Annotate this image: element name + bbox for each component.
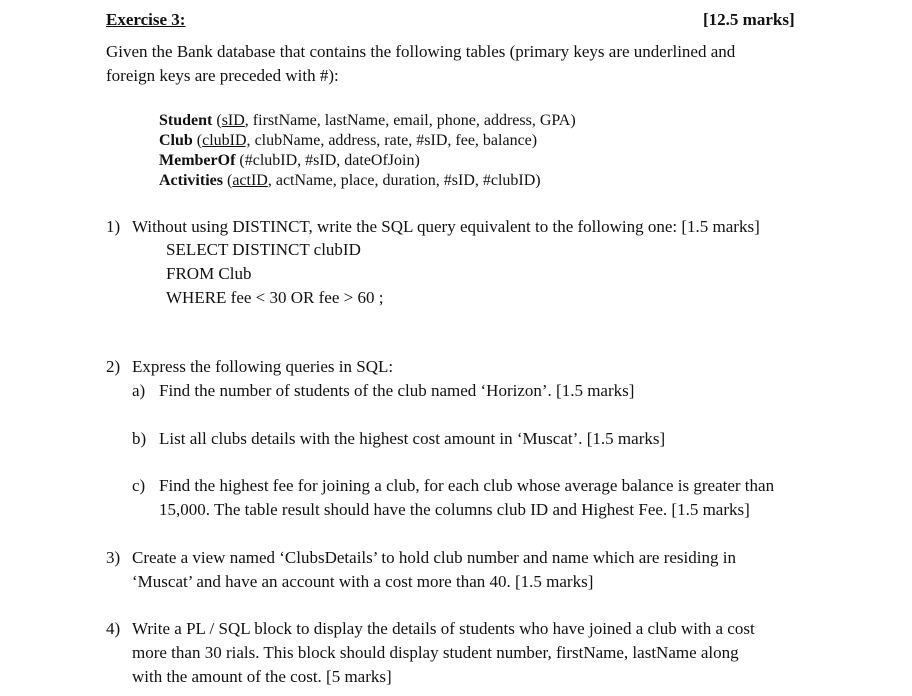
- q4-line-3: with the amount of the cost. [5 marks]: [132, 667, 392, 686]
- q2c-line-1: Find the highest fee for joining a club, for each club whose average balance is greater than: [159, 476, 775, 495]
- q1-sql-line: FROM Club: [166, 264, 252, 283]
- q4-line-1: Write a PL / SQL block to display the details of students who have joined a club with a cost: [132, 619, 755, 638]
- q2c-line-2: 15,000. The table result should have the columns club ID and Highest Fee. [1.5 marks]: [159, 500, 750, 519]
- schema-student: Student (sID, firstName, lastName, email, phone, address, GPA): [159, 112, 576, 129]
- q3-line-2: ‘Muscat’ and have an account with a cost more than 40. [1.5 marks]: [132, 572, 594, 591]
- q1-sql-line: SELECT DISTINCT clubID: [166, 240, 361, 259]
- table-name: Club: [159, 132, 193, 149]
- q3-number: 3): [106, 548, 121, 567]
- intro-line-1: Given the Bank database that contains the following tables (primary keys are underlined and: [106, 42, 736, 61]
- q2b-text: List all clubs details with the highest cost amount in ‘Muscat’. [1.5 marks]: [159, 429, 666, 448]
- q2-number: 2): [106, 357, 121, 376]
- q1-number: 1): [106, 217, 121, 236]
- q1-text: Without using DISTINCT, write the SQL query equivalent to the following one: [1.5 marks]: [132, 217, 760, 236]
- q1-sql-line: WHERE fee < 30 OR fee > 60 ;: [166, 288, 384, 307]
- intro-line-2: foreign keys are preceded with #):: [106, 66, 339, 85]
- primary-key: actID: [232, 172, 268, 189]
- primary-key: sID: [221, 112, 245, 129]
- schema-memberof: MemberOf (#clubID, #sID, dateOfJoin): [159, 152, 420, 169]
- q2-text: Express the following queries in SQL:: [132, 357, 394, 376]
- q4-number: 4): [106, 619, 121, 638]
- schema-activities: Activities (actID, actName, place, duration, #sID, #clubID): [159, 172, 541, 189]
- total-marks: [12.5 marks]: [703, 10, 795, 29]
- table-name: Activities: [159, 172, 223, 189]
- q2a-text: Find the number of students of the club named ‘Horizon’. [1.5 marks]: [159, 381, 635, 400]
- exercise-title: Exercise 3:: [106, 10, 186, 29]
- table-name: MemberOf: [159, 152, 236, 169]
- q4-line-2: more than 30 rials. This block should display student number, firstName, lastName along: [132, 643, 739, 662]
- table-name: Student: [159, 112, 213, 129]
- primary-key: clubID,: [202, 132, 251, 149]
- q3-line-1: Create a view named ‘ClubsDetails’ to hold club number and name which are residing in: [132, 548, 736, 567]
- schema-club: Club (clubID, clubName, address, rate, #sID, fee, balance): [159, 132, 538, 149]
- q2a-label: a): [132, 381, 146, 400]
- q2b-label: b): [132, 429, 147, 448]
- q2c-label: c): [132, 476, 146, 495]
